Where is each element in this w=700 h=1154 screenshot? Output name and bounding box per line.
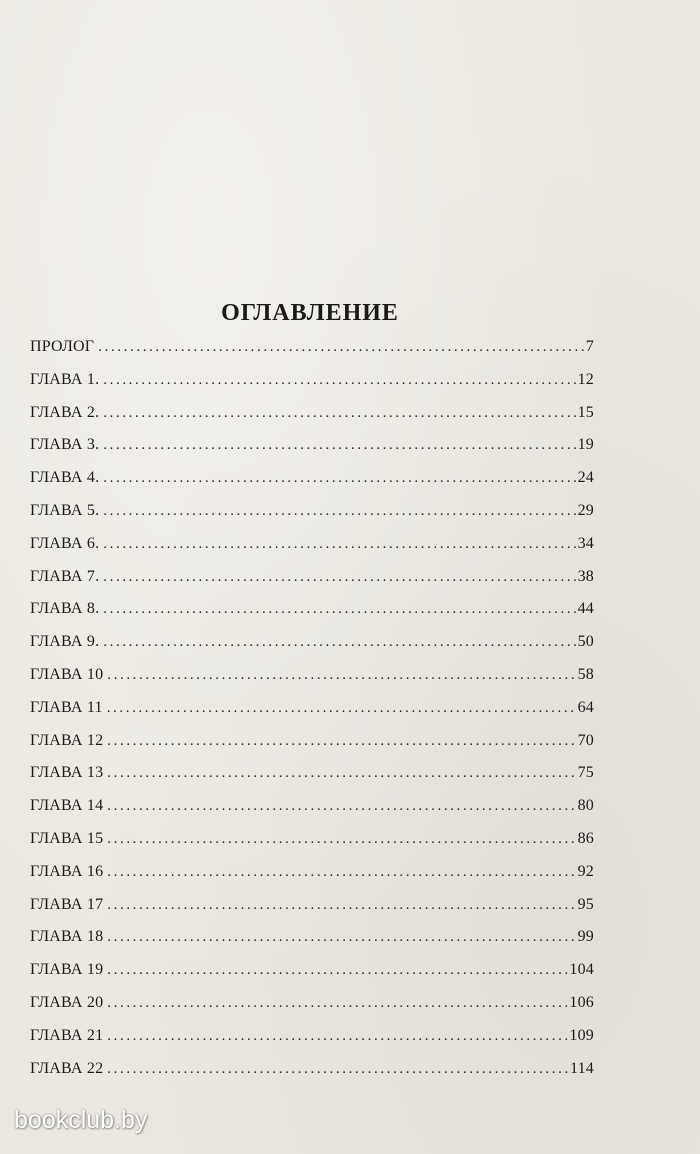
table-of-contents [30, 338, 594, 1092]
toc-dot-leader [107, 864, 575, 881]
toc-entry-label: ГЛАВА 7. [30, 567, 100, 585]
toc-entry-page-number: 12 [577, 370, 594, 388]
toc-entry-label: ГЛАВА 11 [30, 698, 103, 716]
toc-entry [30, 404, 594, 437]
toc-entry [30, 896, 594, 929]
toc-entry [30, 338, 594, 371]
toc-entry [30, 699, 594, 732]
toc-dot-leader [103, 536, 575, 553]
toc-entry-label: ГЛАВА 10 [30, 665, 104, 683]
toc-entry-page-number: 7 [585, 338, 594, 355]
toc-dot-leader [107, 667, 575, 684]
toc-entry-page-number: 80 [577, 797, 594, 815]
toc-entry-label: ГЛАВА 21 [30, 1026, 104, 1044]
toc-dot-leader [103, 437, 575, 454]
toc-entry-label: ГЛАВА 17 [30, 895, 104, 913]
toc-dot-leader [107, 733, 575, 750]
toc-entry-page-number: 29 [577, 501, 594, 519]
toc-dot-leader [103, 405, 575, 422]
toc-entry-page-number: 70 [577, 731, 594, 749]
toc-entry-label: ГЛАВА 12 [30, 731, 104, 749]
toc-entry-page-number: 92 [577, 862, 594, 880]
toc-dot-leader [107, 700, 576, 717]
toc-dot-leader [103, 503, 575, 520]
toc-entry [30, 535, 594, 568]
toc-entry [30, 732, 594, 765]
toc-dot-leader [103, 601, 575, 618]
toc-dot-leader [98, 339, 584, 356]
toc-entry [30, 469, 594, 502]
toc-entry [30, 764, 594, 797]
toc-entry-page-number: 15 [577, 403, 594, 421]
toc-entry-label: ГЛАВА 18 [30, 928, 104, 946]
toc-entry [30, 1027, 594, 1060]
toc-entry [30, 928, 594, 961]
toc-entry-label: ГЛАВА 13 [30, 764, 104, 782]
toc-entry-label: ГЛАВА 1. [30, 370, 100, 388]
toc-entry [30, 568, 594, 601]
toc-dot-leader [103, 569, 575, 586]
toc-entry-label: ГЛАВА 16 [30, 862, 104, 880]
toc-entry-label: ГЛАВА 2. [30, 403, 100, 421]
toc-entry-page-number: 58 [577, 665, 594, 683]
toc-entry-label: ГЛАВА 22 [30, 1059, 104, 1077]
toc-entry-page-number: 104 [569, 961, 594, 979]
toc-entry [30, 994, 594, 1027]
toc-entry-page-number: 19 [577, 436, 594, 454]
toc-entry-page-number: 44 [577, 600, 594, 618]
toc-entry [30, 830, 594, 863]
toc-dot-leader [107, 798, 575, 815]
toc-entry-label: ГЛАВА 4. [30, 469, 100, 487]
toc-entry-label: ПРОЛОГ [30, 338, 95, 355]
toc-entry [30, 600, 594, 633]
toc-entry [30, 502, 594, 535]
toc-entry [30, 371, 594, 404]
toc-entry [30, 863, 594, 896]
toc-dot-leader [107, 765, 575, 782]
toc-entry [30, 1060, 594, 1093]
toc-entry-page-number: 106 [569, 993, 594, 1011]
toc-dot-leader [107, 1028, 567, 1045]
toc-entry-page-number: 99 [577, 928, 594, 946]
toc-entry-label: ГЛАВА 9. [30, 633, 100, 651]
toc-dot-leader [107, 995, 567, 1012]
toc-entry [30, 436, 594, 469]
watermark: bookclub.by [14, 1106, 148, 1134]
toc-entry-page-number: 114 [569, 1059, 594, 1077]
toc-dot-leader [103, 470, 575, 487]
toc-entry-page-number: 64 [577, 698, 594, 716]
toc-dot-leader [107, 962, 567, 979]
toc-entry-page-number: 86 [577, 829, 594, 847]
toc-entry-label: ГЛАВА 15 [30, 829, 104, 847]
toc-entry [30, 633, 594, 666]
toc-dot-leader [103, 372, 575, 389]
toc-entry-label: ГЛАВА 14 [30, 797, 104, 815]
toc-dot-leader [107, 897, 575, 914]
toc-dot-leader [107, 1061, 568, 1078]
toc-entry-label: ГЛАВА 5. [30, 501, 100, 519]
toc-entry-page-number: 109 [569, 1026, 594, 1044]
page-title: ОГЛАВЛЕНИЕ [221, 300, 399, 327]
toc-entry [30, 666, 594, 699]
toc-entry-label: ГЛАВА 6. [30, 534, 100, 552]
toc-entry-page-number: 75 [577, 764, 594, 782]
toc-entry-page-number: 95 [577, 895, 594, 913]
toc-entry-page-number: 38 [577, 567, 594, 585]
toc-entry-page-number: 50 [577, 633, 594, 651]
toc-entry [30, 961, 594, 994]
toc-entry-page-number: 24 [577, 469, 594, 487]
toc-entry-label: ГЛАВА 19 [30, 961, 104, 979]
toc-entry-label: ГЛАВА 3. [30, 436, 100, 454]
toc-dot-leader [103, 634, 575, 651]
toc-entry-label: ГЛАВА 8. [30, 600, 100, 618]
toc-dot-leader [107, 831, 575, 848]
toc-entry [30, 797, 594, 830]
toc-entry-page-number: 34 [577, 534, 594, 552]
toc-entry-label: ГЛАВА 20 [30, 993, 104, 1011]
toc-dot-leader [107, 929, 575, 946]
